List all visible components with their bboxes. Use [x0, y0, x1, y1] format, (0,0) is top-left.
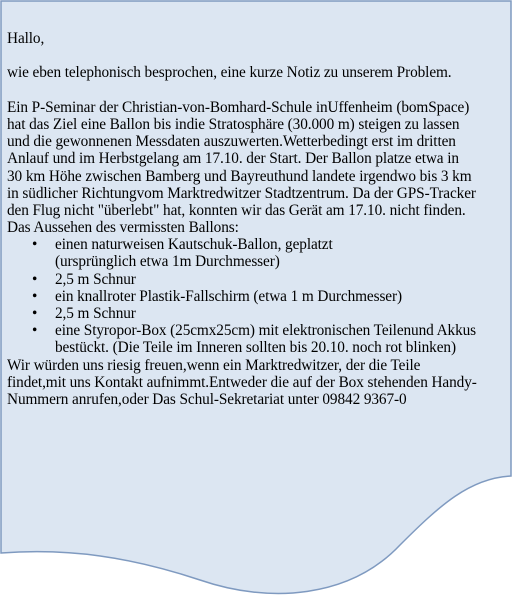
closing-paragraph	[7, 357, 507, 409]
spacer	[7, 47, 507, 64]
spacer	[7, 82, 507, 99]
bullet-row	[7, 288, 507, 305]
bullet-row	[7, 236, 507, 253]
bullet-text: einen naturweisen Kautschuk-Ballon, geplatzt	[55, 236, 333, 254]
list-item	[7, 288, 507, 305]
paragraph-line: Das Aussehen des vermissten Ballons:	[7, 219, 239, 237]
bullet-text-continued: (ursprünglich etwa 1m Durchmesser)	[55, 253, 280, 271]
closing-line: Wir würden uns riesig freuen,wenn ein Marktredwitzer, der die Teile	[7, 356, 421, 374]
bullet-icon: •	[32, 287, 38, 305]
bullet-continuation-row	[7, 253, 507, 270]
greeting: Hallo,	[7, 30, 45, 47]
list-item	[7, 271, 507, 288]
bullet-icon: •	[32, 322, 38, 340]
paragraph-line: hat das Ziel eine Ballon bis indie Stratosphäre (30.000 m) steigen zu lassen	[7, 115, 460, 133]
bullet-text-continued: bestückt. (Die Teile im Inneren sollten bis 20.10. noch rot blinken)	[55, 339, 456, 357]
closing-line: Nummern anrufen,oder Das Schul-Sekretariat unter 09842 9367-0	[7, 390, 407, 408]
bullet-text: eine Styropor-Box (25cmx25cm) mit elektronischen Teilenund Akkus	[55, 322, 477, 340]
main-paragraph	[7, 99, 507, 237]
bullet-icon: •	[32, 236, 38, 254]
list-item	[7, 236, 507, 270]
bullet-row	[7, 322, 507, 339]
intro-line: wie eben telephonisch besprochen, eine kurze Notiz zu unserem Problem.	[7, 64, 452, 82]
document-text	[7, 30, 507, 408]
bullet-icon: •	[32, 305, 38, 322]
bullet-text: 2,5 m Schnur	[55, 270, 136, 288]
bullet-text: ein knallroter Plastik-Fallschirm (etwa 1 m Durchmesser)	[55, 287, 402, 305]
list-item	[7, 322, 507, 356]
paragraph-line: 30 km Höhe zwischen Bamberg und Bayreuthund landete irgendwo bis 3 km	[7, 167, 472, 185]
bullet-continuation-row	[7, 339, 507, 356]
closing-line: findet,mit uns Kontakt aufnimmt.Entweder die auf der Box stehenden Handy-	[7, 373, 477, 391]
paragraph-line: in südlicher Richtungvom Marktredwitzer Stadtzentrum. Da der GPS-Tracker	[7, 184, 476, 202]
paragraph-line: Anlauf und im Herbstgelang am 17.10. der Start. Der Ballon platze etwa in	[7, 150, 459, 168]
paragraph-line: Ein P-Seminar der Christian-von-Bomhard-Schule inUffenheim (bomSpace)	[7, 98, 470, 116]
bullet-row	[7, 305, 507, 322]
paragraph-line: und die gewonnenen Messdaten auszuwerten.Wetterbedingt erst im dritten	[7, 133, 456, 151]
bullet-list	[7, 236, 507, 356]
bullet-icon: •	[32, 270, 38, 288]
bullet-row	[7, 271, 507, 288]
bullet-text: 2,5 m Schnur	[55, 305, 136, 322]
paragraph-line: den Flug nicht "überlebt" hat, konnten wir das Gerät am 17.10. nicht finden.	[7, 201, 466, 219]
list-item	[7, 305, 507, 322]
